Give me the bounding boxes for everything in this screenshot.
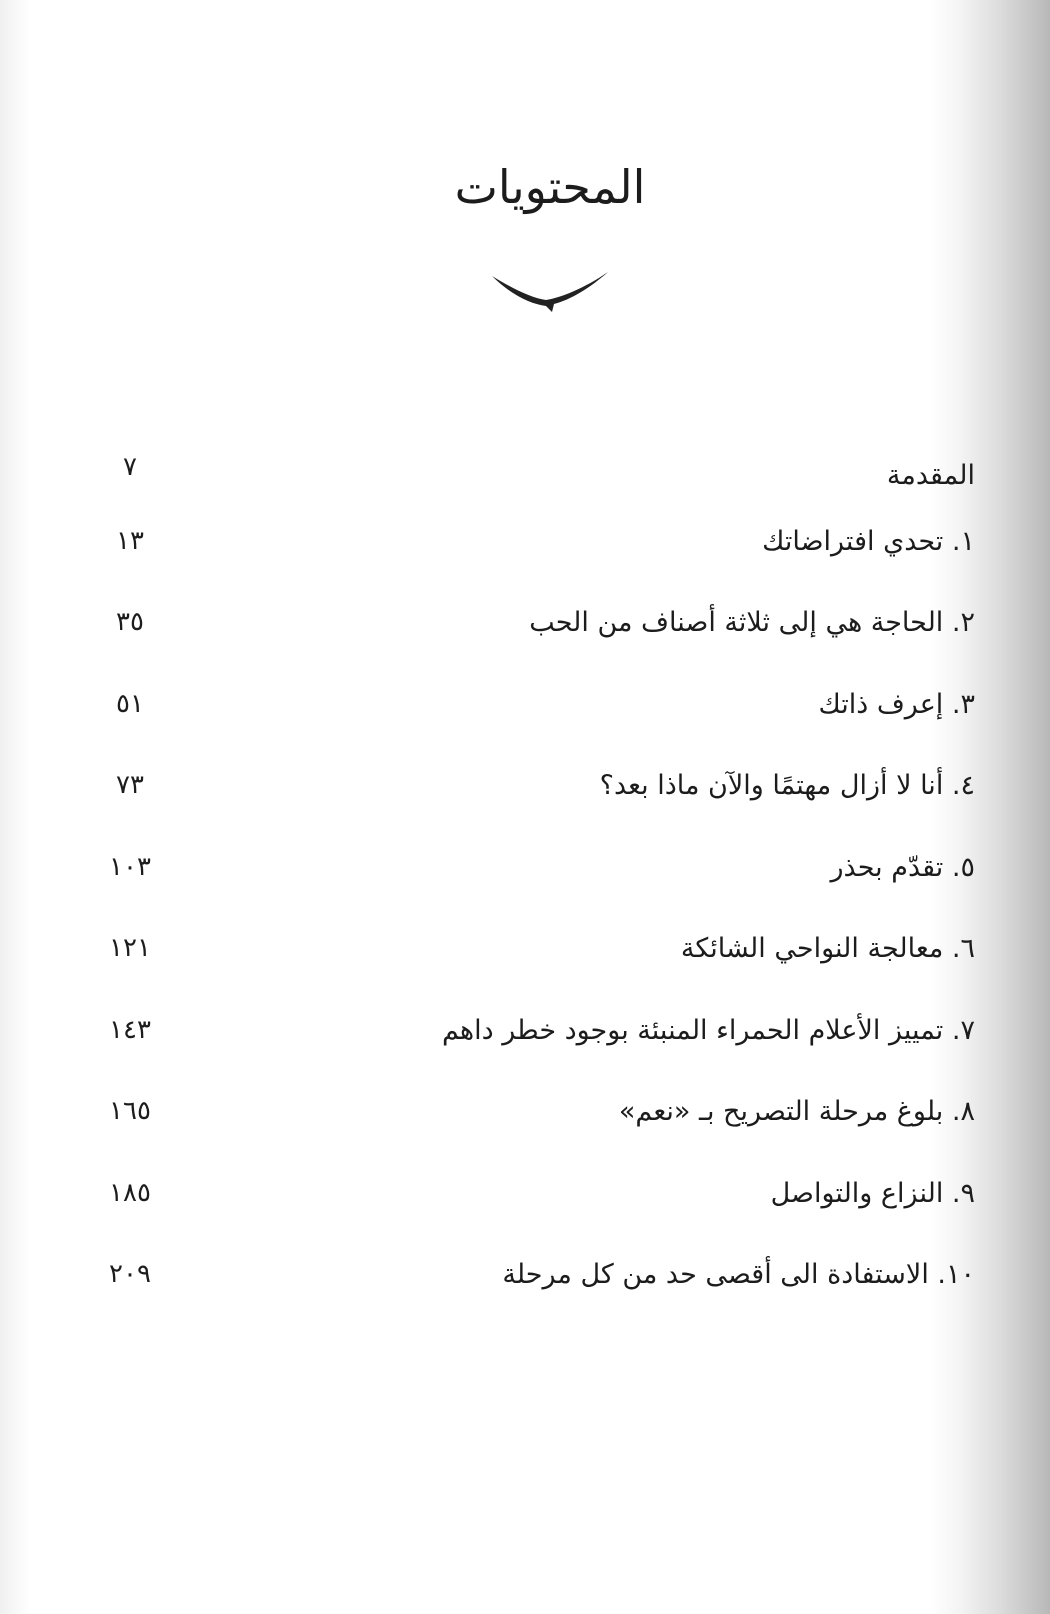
toc-entry-page-number: ٥١ [116, 689, 144, 719]
toc-entry-chapter-8[interactable] [100, 1096, 975, 1146]
toc-entry-chapter-4[interactable] [100, 770, 975, 820]
toc-entry-introduction[interactable] [100, 452, 975, 502]
toc-entry-page-number: ١٤٣ [109, 1015, 151, 1045]
toc-entry-page-number: ١٨٥ [109, 1178, 151, 1208]
toc-entry-page-number: ٣٥ [116, 607, 144, 637]
toc-entry-title: ١٠. الاستفادة الى أقصى حد من كل مرحلة [502, 1259, 975, 1290]
toc-entry-page-number: ١٠٣ [109, 852, 151, 882]
toc-entry-chapter-10[interactable] [100, 1259, 975, 1309]
toc-entry-title: ١. تحدي افتراضاتك [762, 526, 975, 557]
page-title: المحتويات [454, 160, 646, 214]
toc-entry-page-number: ١٦٥ [109, 1096, 151, 1126]
toc-entry-chapter-5[interactable] [100, 852, 975, 902]
toc-entry-page-number: ٢٠٩ [109, 1259, 151, 1289]
toc-entry-chapter-9[interactable] [100, 1178, 975, 1228]
toc-entry-title: ٤. أنا لا أزال مهتمًا والآن ماذا بعد؟ [599, 770, 975, 801]
toc-entry-title: ٢. الحاجة هي إلى ثلاثة أصناف من الحب [529, 607, 975, 638]
toc-entry-page-number: ٧٣ [116, 770, 144, 800]
toc-entry-title: المقدمة [886, 460, 975, 491]
toc-entry-page-number: ٧ [123, 452, 137, 482]
toc-entry-title: ٩. النزاع والتواصل [770, 1178, 975, 1209]
toc-entry-title: ٣. إعرف ذاتك [818, 689, 975, 720]
toc-entry-title: ٧. تمييز الأعلام الحمراء المنبئة بوجود خطر داهم [441, 1015, 975, 1046]
toc-entry-chapter-6[interactable] [100, 933, 975, 983]
toc-entry-title: ٥. تقدّم بحذر [830, 852, 975, 883]
toc-entry-title: ٨. بلوغ مرحلة التصريح بـ «نعم» [618, 1096, 975, 1127]
toc-entry-page-number: ١٢١ [109, 933, 151, 963]
toc-entry-chapter-7[interactable] [100, 1015, 975, 1065]
toc-entry-chapter-2[interactable] [100, 607, 975, 657]
toc-entry-page-number: ١٣ [116, 526, 144, 556]
toc-entry-chapter-1[interactable] [100, 526, 975, 576]
toc-entry-title: ٦. معالجة النواحي الشائكة [680, 933, 975, 964]
toc-entry-chapter-3[interactable] [100, 689, 975, 739]
